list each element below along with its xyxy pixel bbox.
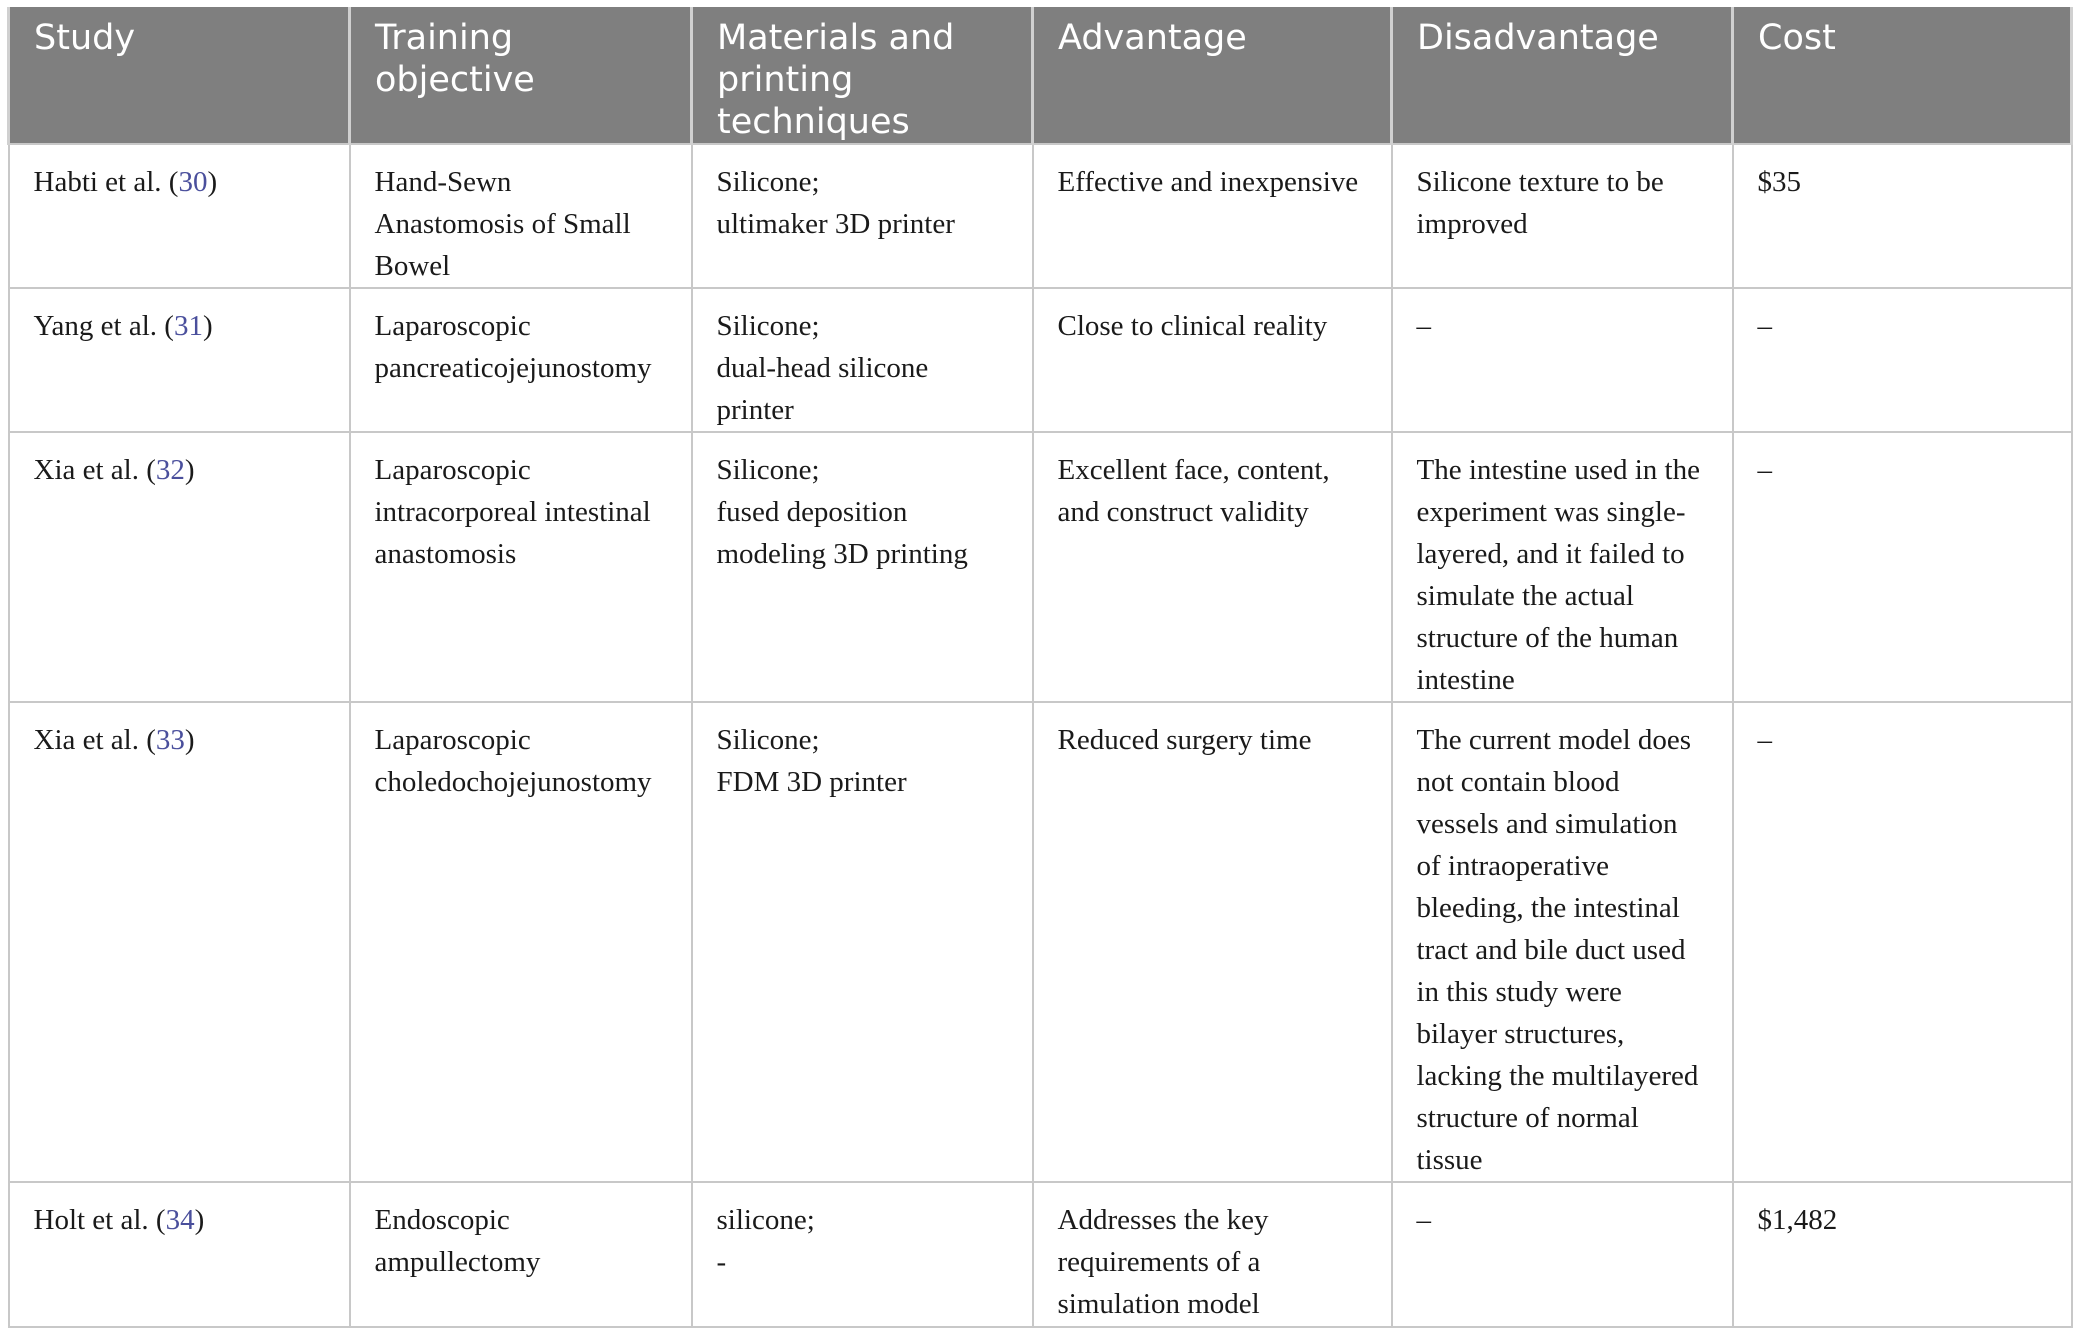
material-text: Silicone;	[716, 310, 820, 342]
cell-training-objective: Laparoscopic choledochojejunostomy	[350, 702, 692, 1182]
header-advantage: Advantage	[1033, 7, 1392, 144]
table-row	[9, 1182, 2072, 1327]
material-text: Silicone;	[716, 166, 820, 198]
cell-study: Holt et al. (34)	[9, 1182, 350, 1327]
comparison-table	[7, 7, 2073, 1328]
study-author: Holt et al.	[33, 1204, 149, 1236]
table-header	[9, 7, 2072, 144]
cell-materials	[692, 288, 1033, 432]
cell-disadvantage: –	[1392, 1182, 1733, 1327]
material-text: Silicone;	[716, 454, 820, 486]
cell-cost: $1,482	[1733, 1182, 2072, 1327]
cell-cost: –	[1733, 288, 2072, 432]
table-row	[9, 702, 2072, 1182]
material-text: silicone;	[716, 1204, 815, 1236]
header-training-objective: Training objective	[350, 7, 692, 144]
cell-materials	[692, 432, 1033, 702]
printing-text: -	[716, 1246, 727, 1278]
printing-text: ultimaker 3D printer	[716, 208, 955, 240]
printing-text: FDM 3D printer	[716, 766, 907, 798]
cell-advantage: Excellent face, content, and construct validity	[1033, 432, 1392, 702]
reference-link[interactable]: 30	[178, 166, 208, 198]
study-author: Yang et al.	[33, 310, 158, 342]
material-text: Silicone;	[716, 724, 820, 756]
cell-disadvantage: The current model does not contain blood vessels and simulation of intraoperative bleeding, the intestinal tract and bile duct used in this study were bilayer structures, lacking the multilayered structure of normal tissue	[1392, 702, 1733, 1182]
cell-study: Yang et al. (31)	[9, 288, 350, 432]
table-body	[9, 144, 2072, 1327]
cell-training-objective: Hand-Sewn Anastomosis of Small Bowel	[350, 144, 692, 288]
cell-advantage: Close to clinical reality	[1033, 288, 1392, 432]
cell-training-objective: Endoscopic ampullectomy	[350, 1182, 692, 1327]
cell-disadvantage: The intestine used in the experiment was single-layered, and it failed to simulate the actual structure of the human intestine	[1392, 432, 1733, 702]
cell-cost: –	[1733, 432, 2072, 702]
cell-training-objective: Laparoscopic intracorporeal intestinal anastomosis	[350, 432, 692, 702]
cell-study: Habti et al. (30)	[9, 144, 350, 288]
cell-cost: $35	[1733, 144, 2072, 288]
header-cost: Cost	[1733, 7, 2072, 144]
cell-study: Xia et al. (33)	[9, 702, 350, 1182]
cell-training-objective: Laparoscopic pancreaticojejunostomy	[350, 288, 692, 432]
cell-advantage: Effective and inexpensive	[1033, 144, 1392, 288]
reference-link[interactable]: 34	[165, 1204, 195, 1236]
printing-text: fused deposition modeling 3D printing	[716, 496, 968, 570]
table-row	[9, 432, 2072, 702]
header-row	[9, 7, 2072, 144]
cell-materials	[692, 1182, 1033, 1327]
cell-materials	[692, 144, 1033, 288]
cell-materials	[692, 702, 1033, 1182]
cell-study: Xia et al. (32)	[9, 432, 350, 702]
printing-text: dual-head silicone printer	[716, 352, 929, 426]
cell-disadvantage: Silicone texture to be improved	[1392, 144, 1733, 288]
header-disadvantage: Disadvantage	[1392, 7, 1733, 144]
study-author: Xia et al.	[33, 454, 139, 486]
cell-advantage: Reduced surgery time	[1033, 702, 1392, 1182]
cell-advantage: Addresses the key requirements of a simulation model	[1033, 1182, 1392, 1327]
reference-link[interactable]: 32	[155, 454, 185, 486]
table-row	[9, 144, 2072, 288]
reference-link[interactable]: 31	[173, 310, 203, 342]
study-author: Xia et al.	[33, 724, 139, 756]
study-author: Habti et al.	[33, 166, 162, 198]
cell-cost: –	[1733, 702, 2072, 1182]
header-study: Study	[9, 7, 350, 144]
cell-disadvantage: –	[1392, 288, 1733, 432]
reference-link[interactable]: 33	[155, 724, 185, 756]
header-materials: Materials and printing techniques	[692, 7, 1033, 144]
table-row	[9, 288, 2072, 432]
